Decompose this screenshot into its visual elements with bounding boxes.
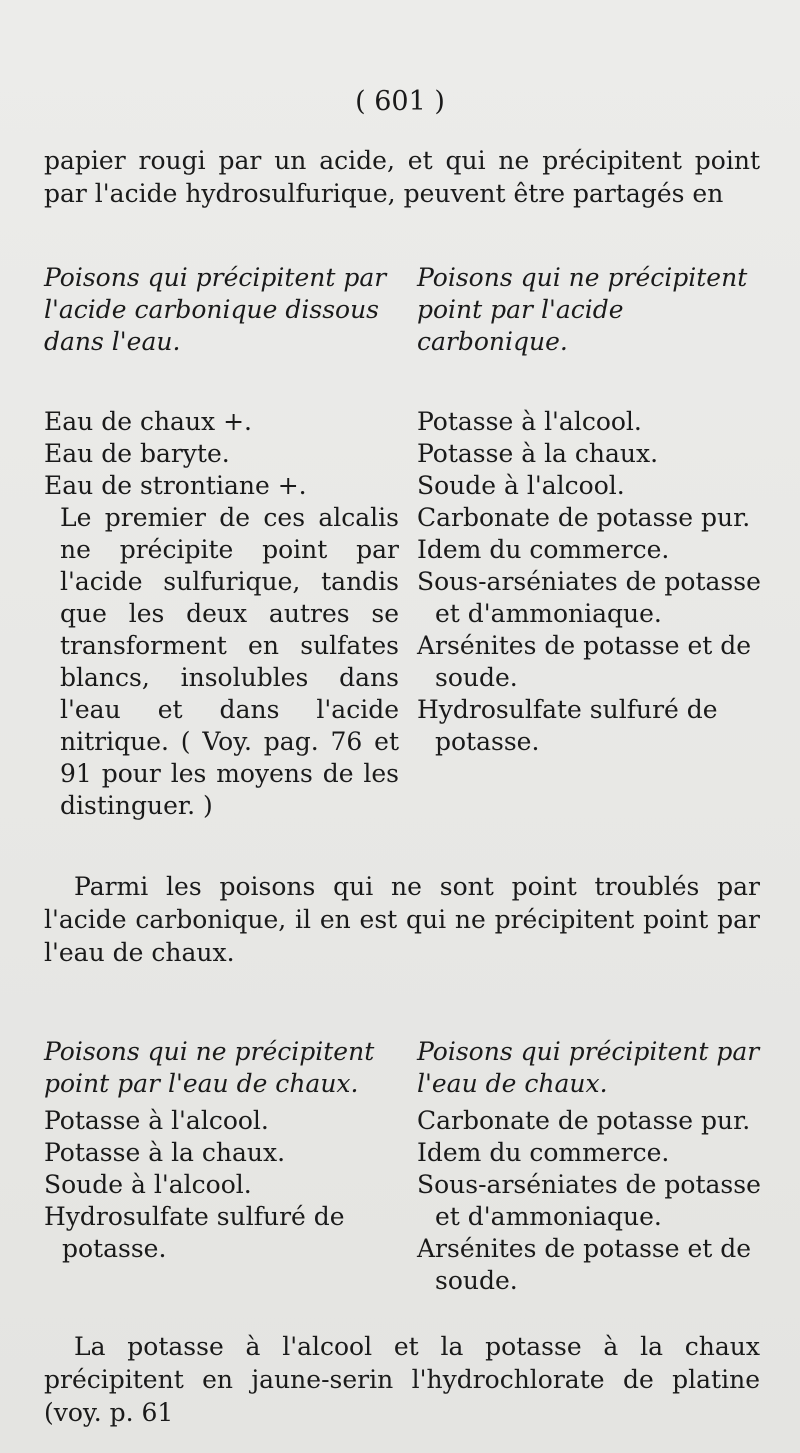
table2-left-heading: Poisons qui ne précipitent point par l'eau de chaux. <box>44 1037 375 1098</box>
list-item: Eau de baryte. <box>44 439 230 468</box>
list-item: Potasse à la chaux. <box>417 439 659 468</box>
list-item: Potasse à l'alcool. <box>417 407 642 436</box>
list-item: Idem du commerce. <box>417 1138 670 1167</box>
list-item: Soude à l'alcool. <box>44 1170 252 1199</box>
list-item: Carbonate de potasse pur. <box>417 503 751 532</box>
page-number: ( 601 ) <box>355 86 445 117</box>
list-item: Eau de strontiane +. <box>44 471 307 500</box>
table1-left-items <box>44 406 399 502</box>
list-item: Eau de chaux +. <box>44 407 252 436</box>
table1-right-heading: Poisons qui ne précipitent point par l'acide carbonique. <box>417 263 748 356</box>
intro-paragraph: papier rougi par un acide, et qui ne précipitent point par l'acide hydrosulfurique, peuvent être partagés en <box>44 146 760 208</box>
table1-left-note: Le premier de ces alcalis ne précipite point par l'acide sulfurique, tandis que les deux autres se transforment en sulfates blancs, insolubles dans l'eau et dans l'acide nitrique. ( Voy. pag. 76 et 91 pour les moyens de les distinguer. ) <box>60 503 399 820</box>
list-item: Arsénites de potasse et de soude. <box>417 1234 752 1295</box>
paragraph-2: Parmi les poisons qui ne sont point troublés par l'acide carbonique, il en est qui ne précipitent point par l'eau de chaux. <box>44 872 760 967</box>
list-item: Soude à l'alcool. <box>417 471 625 500</box>
list-item: Potasse à la chaux. <box>44 1138 286 1167</box>
list-item: Sous-arséniates de potasse et d'ammoniaque. <box>417 567 761 628</box>
list-item: Hydrosulfate sulfuré de potasse. <box>44 1202 345 1263</box>
list-item: Potasse à l'alcool. <box>44 1106 269 1135</box>
table2-right-items <box>417 1105 762 1297</box>
table2-right-heading: Poisons qui précipitent par l'eau de chaux. <box>417 1037 760 1098</box>
table1-right-items <box>417 406 762 758</box>
table2-left-items <box>44 1105 399 1265</box>
list-item: Idem du commerce. <box>417 535 670 564</box>
list-item: Hydrosulfate sulfuré de potasse. <box>417 695 718 756</box>
paragraph-3: La potasse à l'alcool et la potasse à la chaux précipitent en jaune-serin l'hydrochlorate de platine (voy. p. 61 <box>44 1332 760 1427</box>
list-item: Arsénites de potasse et de soude. <box>417 631 752 692</box>
list-item: Carbonate de potasse pur. <box>417 1106 751 1135</box>
table1-left-heading: Poisons qui précipitent par l'acide carbonique dissous dans l'eau. <box>44 263 387 356</box>
list-item: Sous-arséniates de potasse et d'ammoniaque. <box>417 1170 761 1231</box>
